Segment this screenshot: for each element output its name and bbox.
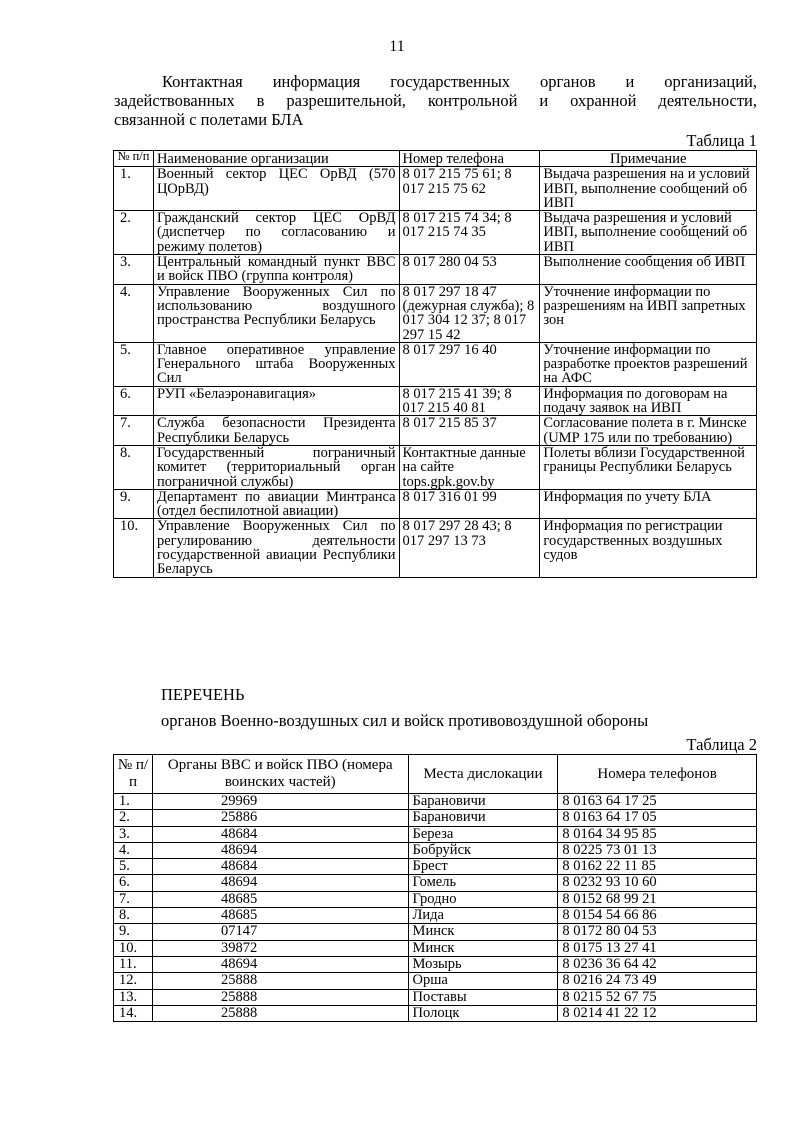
phone-number: 8 0164 34 95 85 bbox=[558, 826, 757, 842]
row-number: 7. bbox=[114, 416, 154, 446]
table-row bbox=[114, 891, 757, 907]
row-number: 10. bbox=[114, 940, 153, 956]
organization-name: РУП «Белаэронавигация» bbox=[153, 386, 399, 416]
military-unit-number: 48684 bbox=[152, 859, 408, 875]
table1-caption: Таблица 1 bbox=[686, 131, 757, 150]
row-number: 13. bbox=[114, 989, 153, 1005]
row-number: 2. bbox=[114, 810, 153, 826]
column-header-unit: Органы ВВС и войск ПВО (номера воинских частей) bbox=[152, 755, 408, 794]
phone-number: 8 0216 24 73 49 bbox=[558, 973, 757, 989]
row-number: 12. bbox=[114, 973, 153, 989]
military-unit-number: 48694 bbox=[152, 842, 408, 858]
table-row bbox=[114, 924, 757, 940]
phone-number: 8 017 280 04 53 bbox=[399, 255, 540, 285]
note: Информация по учету БЛА bbox=[540, 489, 757, 519]
location: Орша bbox=[408, 973, 558, 989]
organization-name: Гражданский сектор ЦЕС ОрВД (диспетчер по согласованию и режиму полетов) bbox=[153, 211, 399, 255]
phone-number: 8 0214 41 22 12 bbox=[558, 1005, 757, 1021]
note: Выдача разрешения на и условий ИВП, выполнение сообщений об ИВП bbox=[540, 167, 757, 211]
phone-number: 8 017 215 75 61; 8 017 215 75 62 bbox=[399, 167, 540, 211]
organization-name: Департамент по авиации Минтранса (отдел беспилотной авиации) bbox=[153, 489, 399, 519]
table-row bbox=[114, 973, 757, 989]
table2-caption: Таблица 2 bbox=[686, 735, 757, 754]
note: Согласование полета в г. Минске (UMP 175 или по требованию) bbox=[540, 416, 757, 446]
note: Информация по договорам на подачу заявок на ИВП bbox=[540, 386, 757, 416]
row-number: 8. bbox=[114, 908, 153, 924]
location: Брест bbox=[408, 859, 558, 875]
military-unit-number: 48685 bbox=[152, 891, 408, 907]
air-force-units-table bbox=[113, 754, 757, 1022]
heading-line-3: связанной с полетами БЛА bbox=[114, 110, 304, 129]
organization-name: Центральный командный пункт ВВС и войск ПВО (группа контроля) bbox=[153, 255, 399, 285]
row-number: 2. bbox=[114, 211, 154, 255]
military-unit-number: 39872 bbox=[152, 940, 408, 956]
military-unit-number: 48694 bbox=[152, 875, 408, 891]
row-number: 6. bbox=[114, 875, 153, 891]
row-number: 1. bbox=[114, 167, 154, 211]
table-row bbox=[114, 386, 757, 416]
location: Минск bbox=[408, 924, 558, 940]
phone-number: 8 0175 13 27 41 bbox=[558, 940, 757, 956]
location: Мозырь bbox=[408, 956, 558, 972]
phone-number: 8 017 297 18 47 (дежурная служба); 8 017 304 12 37; 8 017 297 15 42 bbox=[399, 284, 540, 342]
row-number: 8. bbox=[114, 445, 154, 489]
heading-line-1: Контактная информация государственных органов и организаций, bbox=[162, 72, 757, 91]
phone-number: 8 0225 73 01 13 bbox=[558, 842, 757, 858]
military-unit-number: 48694 bbox=[152, 956, 408, 972]
table-row bbox=[114, 989, 757, 1005]
military-unit-number: 25888 bbox=[152, 1005, 408, 1021]
phone-number: 8 0162 22 11 85 bbox=[558, 859, 757, 875]
location: Береза bbox=[408, 826, 558, 842]
note: Полеты вблизи Государственной границы Республики Беларусь bbox=[540, 445, 757, 489]
column-header-number: № п/п bbox=[114, 151, 154, 167]
phone-number: 8 0232 93 10 60 bbox=[558, 875, 757, 891]
column-header-note: Примечание bbox=[540, 151, 757, 167]
row-number: 4. bbox=[114, 284, 154, 342]
column-header-phones: Номера телефонов bbox=[558, 755, 757, 794]
contacts-table bbox=[113, 150, 757, 578]
table-row bbox=[114, 794, 757, 810]
phone-number: 8 017 297 16 40 bbox=[399, 342, 540, 386]
column-header-organization: Наименование организации bbox=[153, 151, 399, 167]
table-row bbox=[114, 416, 757, 446]
row-number: 7. bbox=[114, 891, 153, 907]
phone-number: 8 017 297 28 43; 8 017 297 13 73 bbox=[399, 519, 540, 577]
location: Бобруйск bbox=[408, 842, 558, 858]
organization-name: Главное оперативное управление Генерального штаба Вооруженных Сил bbox=[153, 342, 399, 386]
table-row bbox=[114, 810, 757, 826]
table-row bbox=[114, 167, 757, 211]
row-number: 9. bbox=[114, 924, 153, 940]
document-heading bbox=[114, 72, 757, 129]
row-number: 5. bbox=[114, 859, 153, 875]
table-header-row bbox=[114, 151, 757, 167]
table-row bbox=[114, 940, 757, 956]
table-row bbox=[114, 445, 757, 489]
list-title: ПЕРЕЧЕНЬ bbox=[161, 685, 245, 704]
phone-number: 8 0163 64 17 25 bbox=[558, 794, 757, 810]
row-number: 6. bbox=[114, 386, 154, 416]
military-unit-number: 07147 bbox=[152, 924, 408, 940]
military-unit-number: 29969 bbox=[152, 794, 408, 810]
phone-number: 8 017 215 74 34; 8 017 215 74 35 bbox=[399, 211, 540, 255]
location: Поставы bbox=[408, 989, 558, 1005]
row-number: 5. bbox=[114, 342, 154, 386]
military-unit-number: 25886 bbox=[152, 810, 408, 826]
location: Минск bbox=[408, 940, 558, 956]
table-row bbox=[114, 1005, 757, 1021]
location: Барановичи bbox=[408, 810, 558, 826]
note: Уточнение информации по разработке проектов разрешений на АФС bbox=[540, 342, 757, 386]
phone-number: 8 0154 54 66 86 bbox=[558, 908, 757, 924]
table-row bbox=[114, 908, 757, 924]
location: Лида bbox=[408, 908, 558, 924]
phone-number: 8 0215 52 67 75 bbox=[558, 989, 757, 1005]
column-header-number: № п/п bbox=[114, 755, 153, 794]
phone-number: 8 017 215 85 37 bbox=[399, 416, 540, 446]
table-row bbox=[114, 826, 757, 842]
note: Выдача разрешения и условий ИВП, выполнение сообщений об ИВП bbox=[540, 211, 757, 255]
table-row bbox=[114, 489, 757, 519]
location: Гродно bbox=[408, 891, 558, 907]
phone-number: 8 0152 68 99 21 bbox=[558, 891, 757, 907]
table-row bbox=[114, 875, 757, 891]
table-row bbox=[114, 255, 757, 285]
organization-name: Военный сектор ЦЕС ОрВД (570 ЦОрВД) bbox=[153, 167, 399, 211]
phone-number: Контактные данные на сайте tops.gpk.gov.by bbox=[399, 445, 540, 489]
table-row bbox=[114, 519, 757, 577]
table-row bbox=[114, 842, 757, 858]
phone-number: 8 0236 36 64 42 bbox=[558, 956, 757, 972]
row-number: 11. bbox=[114, 956, 153, 972]
page-number: 11 bbox=[389, 38, 405, 55]
row-number: 1. bbox=[114, 794, 153, 810]
organization-name: Управление Вооруженных Сил по использованию воздушного пространства Республики Беларусь bbox=[153, 284, 399, 342]
organization-name: Государственный пограничный комитет (территориальный орган пограничной службы) bbox=[153, 445, 399, 489]
table-row bbox=[114, 956, 757, 972]
location: Гомель bbox=[408, 875, 558, 891]
table-header-row bbox=[114, 755, 757, 794]
row-number: 14. bbox=[114, 1005, 153, 1021]
table-row bbox=[114, 284, 757, 342]
phone-number: 8 017 316 01 99 bbox=[399, 489, 540, 519]
organization-name: Управление Вооруженных Сил по регулированию деятельности государственной авиации Республики Беларусь bbox=[153, 519, 399, 577]
row-number: 9. bbox=[114, 489, 154, 519]
phone-number: 8 017 215 41 39; 8 017 215 40 81 bbox=[399, 386, 540, 416]
military-unit-number: 25888 bbox=[152, 973, 408, 989]
column-header-phone: Номер телефона bbox=[399, 151, 540, 167]
table-row bbox=[114, 342, 757, 386]
table-row bbox=[114, 211, 757, 255]
location: Барановичи bbox=[408, 794, 558, 810]
note: Выполнение сообщения об ИВП bbox=[540, 255, 757, 285]
military-unit-number: 48684 bbox=[152, 826, 408, 842]
row-number: 3. bbox=[114, 826, 153, 842]
column-header-location: Места дислокации bbox=[408, 755, 558, 794]
phone-number: 8 0163 64 17 05 bbox=[558, 810, 757, 826]
row-number: 3. bbox=[114, 255, 154, 285]
heading-line-2: задействованных в разрешительной, контрольной и охранной деятельности, bbox=[114, 91, 757, 110]
note: Уточнение информации по разрешениям на ИВП запретных зон bbox=[540, 284, 757, 342]
phone-number: 8 0172 80 04 53 bbox=[558, 924, 757, 940]
organization-name: Служба безопасности Президента Республики Беларусь bbox=[153, 416, 399, 446]
military-unit-number: 25888 bbox=[152, 989, 408, 1005]
military-unit-number: 48685 bbox=[152, 908, 408, 924]
location: Полоцк bbox=[408, 1005, 558, 1021]
row-number: 4. bbox=[114, 842, 153, 858]
note: Информация по регистрации государственных воздушных судов bbox=[540, 519, 757, 577]
row-number: 10. bbox=[114, 519, 154, 577]
list-subtitle: органов Военно-воздушных сил и войск противовоздушной обороны bbox=[161, 711, 649, 730]
table-row bbox=[114, 859, 757, 875]
